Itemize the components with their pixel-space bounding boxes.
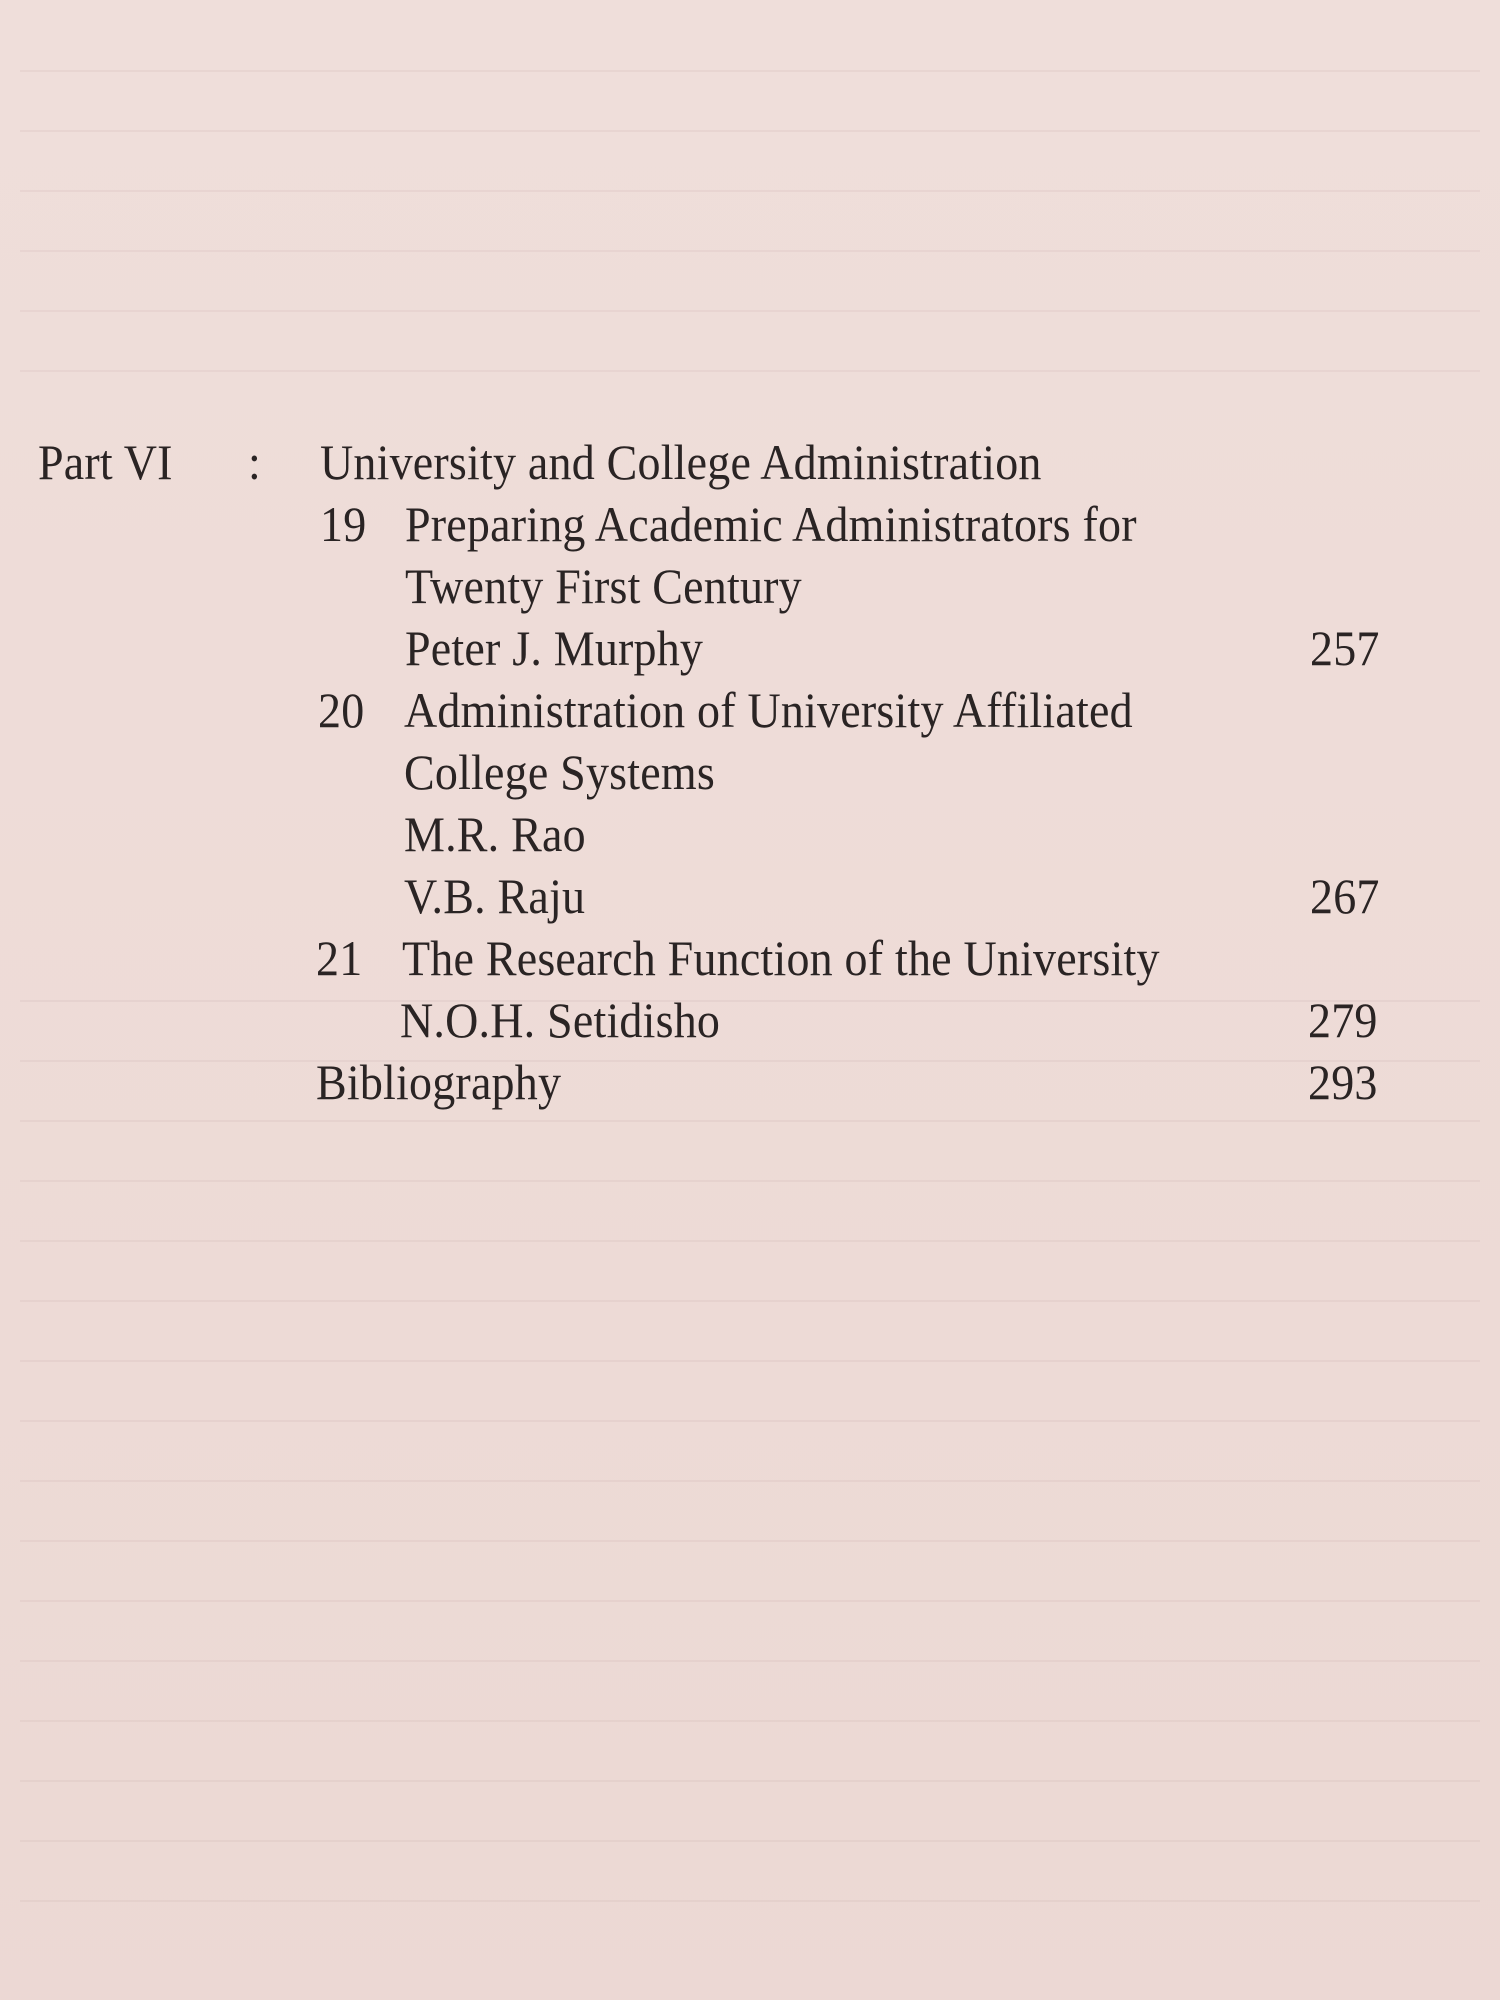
chapter-title-line: Administration of University Affiliated [404, 682, 1133, 738]
chapter-number: 21 [316, 930, 363, 986]
page-number: 267 [1310, 868, 1380, 924]
chapter-number: 19 [320, 496, 367, 552]
bibliography-label: Bibliography [316, 1054, 562, 1110]
chapter-author: V.B. Raju [404, 868, 586, 924]
page-number: 257 [1310, 620, 1380, 676]
chapter-title-line: Twenty First Century [405, 558, 802, 614]
chapter-title-line: Preparing Academic Administrators for [405, 496, 1137, 552]
part-title: University and College Administration [320, 434, 1042, 490]
page-number: 279 [1308, 992, 1378, 1048]
chapter-title-line: The Research Function of the University [402, 930, 1160, 986]
chapter-author: Peter J. Murphy [405, 620, 704, 676]
page-number: 293 [1308, 1054, 1378, 1110]
chapter-author: M.R. Rao [404, 806, 586, 862]
part-label: Part VI [38, 434, 173, 490]
part-separator: : [248, 434, 261, 490]
chapter-author: N.O.H. Setidisho [400, 992, 721, 1048]
chapter-number: 20 [318, 682, 365, 738]
chapter-title-line: College Systems [404, 744, 715, 800]
